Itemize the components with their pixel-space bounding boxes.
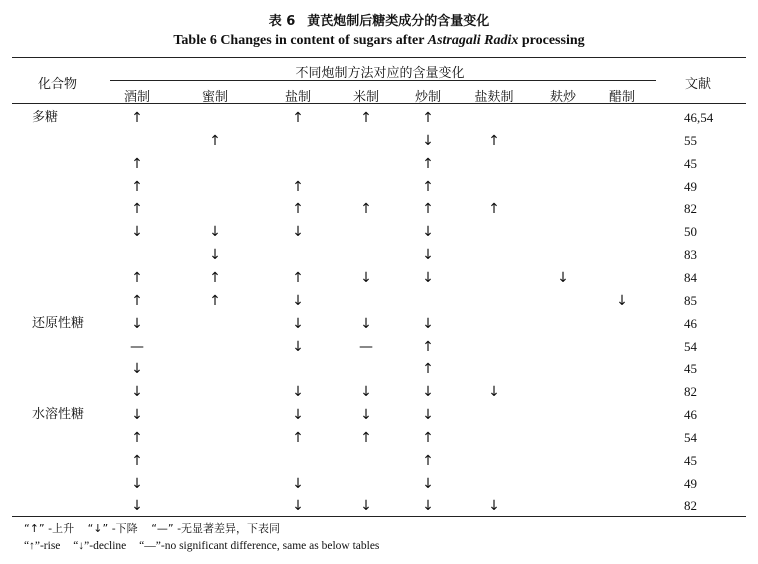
footnote-en-nodiff: “—”-no significant difference, same as below tables [139,540,380,552]
reference-cell: 82 [684,201,697,217]
cell-r12-c3: ↓ [360,384,372,401]
cell-r14-c2: ↑ [292,429,304,446]
cell-r3-c2: ↑ [292,178,304,195]
cell-r9-c2: ↓ [292,315,304,332]
cell-r7-c3: ↓ [360,269,372,286]
cell-r5-c2: ↓ [292,224,304,241]
reference-cell: 54 [684,338,697,354]
cell-r16-c0: ↓ [131,475,143,492]
reference-cell: 84 [684,269,697,285]
header-method-2: 盐制 [284,90,312,105]
cell-r8-c1: ↑ [209,292,221,309]
cell-r15-c4: ↑ [422,452,434,469]
group-label-2: 水溶性糖 [32,407,85,423]
cell-r13-c2: ↓ [292,407,304,424]
cell-r10-c2: ↓ [292,338,304,355]
cell-r7-c6: ↓ [557,269,569,286]
cell-r10-c0: — [130,338,144,355]
cell-r17-c0: ↓ [131,498,143,515]
header-method-1: 蜜制 [201,90,229,105]
cell-r5-c0: ↓ [131,224,143,241]
cell-r17-c2: ↓ [292,498,304,515]
cell-r10-c4: ↑ [422,338,434,355]
table-number-cn: 表 6 [268,14,296,29]
cell-r7-c4: ↓ [422,269,434,286]
reference-cell: 54 [684,429,697,445]
table-title-cn-text: 黄芪炮制后糖类成分的含量变化 [307,14,490,29]
cell-r3-c0: ↑ [131,178,143,195]
table-bottom-rule [12,516,746,517]
cell-r12-c4: ↓ [422,384,434,401]
cell-r13-c4: ↓ [422,407,434,424]
cell-r13-c0: ↓ [131,407,143,424]
footnote-cn-nodiff: “—” -无显著差异，下表同 [151,522,281,535]
reference-cell: 85 [684,292,697,308]
cell-r11-c4: ↑ [422,361,434,378]
cell-r15-c0: ↑ [131,452,143,469]
footnote-cn-decline: “↓” -下降 [87,522,138,535]
reference-cell: 82 [684,384,697,400]
cell-r9-c0: ↓ [131,315,143,332]
cell-r17-c3: ↓ [360,498,372,515]
cell-r4-c4: ↑ [422,201,434,218]
table-title-cn [0,10,758,29]
reference-cell: 82 [684,498,697,514]
cell-r5-c1: ↓ [209,224,221,241]
cell-r16-c2: ↓ [292,475,304,492]
cell-r0-c0: ↑ [131,110,143,126]
reference-cell: 50 [684,224,697,240]
cell-r8-c2: ↓ [292,292,304,309]
cell-r3-c4: ↑ [422,178,434,195]
cell-r12-c5: ↓ [488,384,500,401]
cell-r2-c4: ↑ [422,155,434,172]
cell-r17-c4: ↓ [422,498,434,515]
header-method-5: 盐麸制 [474,90,514,105]
group-label-1: 还原性糖 [32,315,85,331]
cell-r8-c0: ↑ [131,292,143,309]
footnote-en-rise: “↑”-rise [24,540,61,552]
reference-cell: 46 [684,407,697,423]
reference-cell: 46 [684,315,697,331]
cell-r6-c4: ↓ [422,247,434,264]
cell-r14-c3: ↑ [360,429,372,446]
cell-r5-c4: ↓ [422,224,434,241]
reference-cell: 83 [684,247,697,263]
cell-r11-c0: ↓ [131,361,143,378]
cell-r4-c3: ↑ [360,201,372,218]
header-compound: 化合物 [38,77,78,92]
reference-cell: 49 [684,178,697,194]
cell-r9-c4: ↓ [422,315,434,332]
cell-r4-c5: ↑ [488,201,500,218]
reference-cell: 55 [684,132,697,148]
cell-r7-c1: ↑ [209,269,221,286]
cell-r12-c0: ↓ [131,384,143,401]
cell-r9-c3: ↓ [360,315,372,332]
header-method-6: 麸炒 [549,90,577,105]
cell-r14-c0: ↑ [131,429,143,446]
reference-cell: 49 [684,475,697,491]
cell-r8-c7: ↓ [616,292,628,309]
header-methods-group: 不同炮制方法对应的含量变化 [295,66,465,81]
reference-cell: 45 [684,361,697,377]
footnote-en-decline: “↓”-decline [73,540,127,552]
cell-r1-c5: ↑ [488,132,500,149]
cell-r12-c2: ↓ [292,384,304,401]
cell-r0-c4: ↑ [422,110,434,126]
cell-r14-c4: ↑ [422,429,434,446]
footnote-en [24,540,389,552]
header-method-3: 米制 [352,90,380,105]
reference-cell: 45 [684,452,697,468]
reference-cell: 46,54 [684,110,714,125]
cell-r0-c3: ↑ [360,110,372,126]
cell-r13-c3: ↓ [360,407,372,424]
cell-r1-c4: ↓ [422,132,434,149]
header-reference: 文献 [684,77,712,92]
group-label-0: 多糖 [32,110,59,125]
cell-r4-c2: ↑ [292,201,304,218]
reference-cell: 45 [684,155,697,171]
cell-r6-c1: ↓ [209,247,221,264]
table-title-en-suffix: processing [518,33,585,48]
header-method-4: 炒制 [414,90,442,105]
footnote-cn [24,520,290,536]
cell-r1-c1: ↑ [209,132,221,149]
footnote-cn-rise: “↑” -上升 [24,522,75,535]
cell-r7-c0: ↑ [131,269,143,286]
cell-r7-c2: ↑ [292,269,304,286]
cell-r10-c3: — [359,338,373,355]
table-title-en-prefix: Table 6 Changes in content of sugars after [173,33,428,48]
table-title-en-italic: Astragali Radix [427,33,519,48]
cell-r16-c4: ↓ [422,475,434,492]
table-title-en [0,33,758,49]
cell-r0-c2: ↑ [292,110,304,126]
cell-r17-c5: ↓ [488,498,500,515]
table-top-rule [12,57,746,58]
cell-r2-c0: ↑ [131,155,143,172]
header-method-0: 酒制 [123,90,151,105]
cell-r4-c0: ↑ [131,201,143,218]
header-method-7: 醋制 [608,90,636,105]
